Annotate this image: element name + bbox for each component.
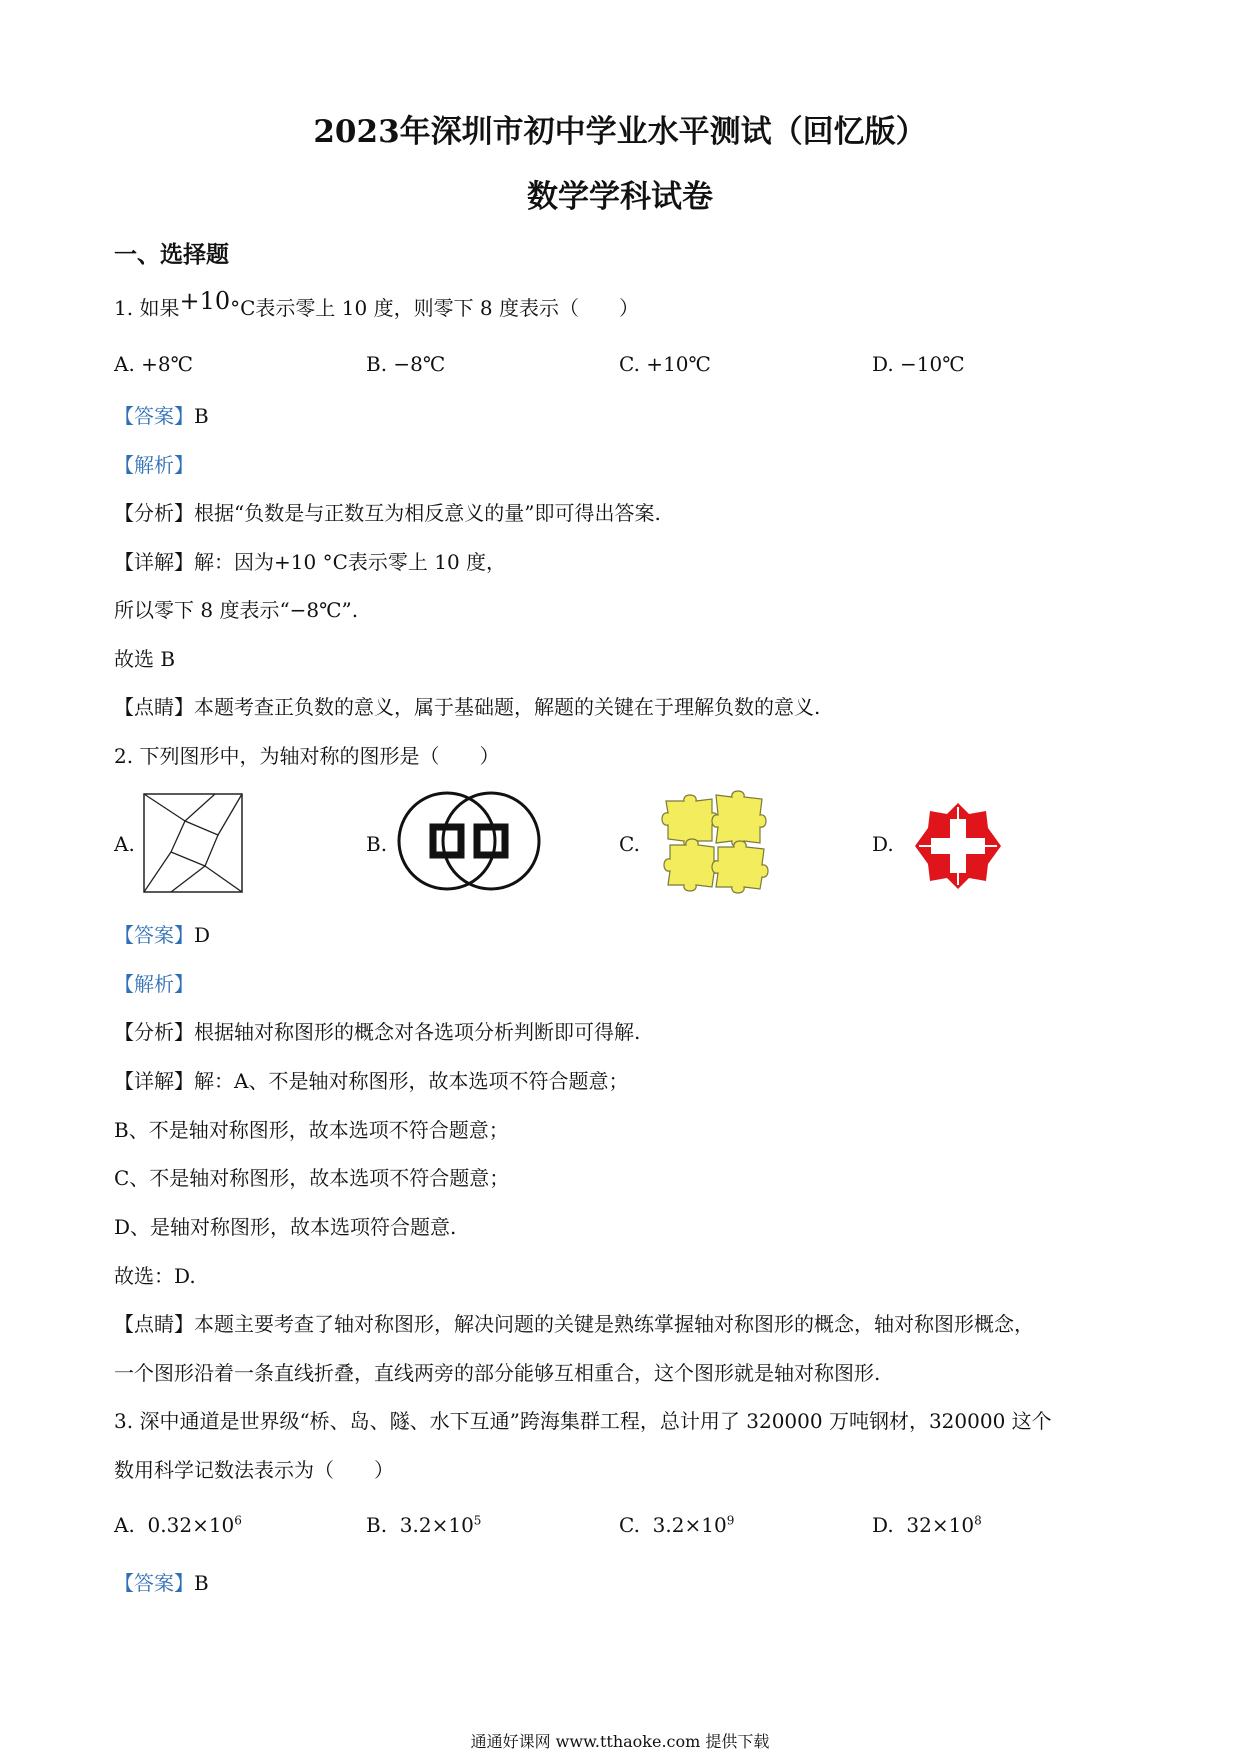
q3-option-b: B. $3.2\times 10^5$: [366, 1513, 482, 1537]
q2-line-d: D、是轴对称图形，故本选项符合题意.: [114, 1215, 457, 1239]
q1-stem: 1. 如果+10°C表示零上 10 度，则零下 8 度表示（ ）: [114, 287, 640, 320]
q2-label-c: C.: [619, 832, 640, 856]
q3-option-c: C. $3.2\times 10^9$: [619, 1513, 735, 1537]
q3-option-a: A. $0.32\times 10^6$: [114, 1513, 242, 1537]
page-subtitle: 数学学科试卷: [527, 179, 713, 215]
q1-fenxi: 【分析】根据“负数是与正数互为相反意义的量”即可得出答案.: [114, 501, 661, 525]
square-pinwheel-figure: [143, 793, 243, 893]
q2-dianjing-1: 【点睛】本题主要考查了轴对称图形，解决问题的关键是熟练掌握轴对称图形的概念，轴对称图形概念，: [114, 1312, 1034, 1336]
q2-label-a: A.: [114, 832, 135, 856]
red-cross-figure: [909, 797, 1007, 895]
two-coins-figure: [397, 789, 541, 893]
section-heading: 一、选择题: [114, 241, 229, 268]
q3-answer: 【答案】B: [114, 1571, 209, 1595]
q1-option-c: C. +10℃: [619, 352, 711, 376]
q2-analysis-tag: 【解析】: [114, 972, 194, 996]
page-footer: 通通好课网 www.tthaoke.com 提供下载: [470, 1732, 770, 1751]
q1-analysis-tag: 【解析】: [114, 453, 194, 477]
q2-xiangjie: 【详解】解：A、不是轴对称图形，故本选项不符合题意；: [114, 1069, 629, 1093]
q1-option-d: D. −10℃: [872, 352, 965, 376]
q2-conclusion: 故选：D.: [114, 1264, 196, 1288]
q3-option-d: D. $32\times 10^8$: [872, 1513, 982, 1537]
q2-line-b: B、不是轴对称图形，故本选项不符合题意；: [114, 1118, 509, 1142]
puzzle-pieces-figure: [660, 789, 772, 895]
q2-stem: 2. 下列图形中，为轴对称的图形是（ ）: [114, 744, 500, 768]
q1-dianjing: 【点睛】本题考查正负数的意义，属于基础题，解题的关键在于理解负数的意义.: [114, 695, 821, 719]
q1-option-b: B. −8℃: [366, 352, 446, 376]
q2-fenxi: 【分析】根据轴对称图形的概念对各选项分析判断即可得解.: [114, 1020, 641, 1044]
q1-xiangjie: 【详解】解：因为+10 °C表示零上 10 度，: [114, 550, 507, 574]
q1-conclusion: 故选 B: [114, 647, 176, 671]
q2-answer: 【答案】D: [114, 923, 211, 947]
q1-answer: 【答案】B: [114, 404, 209, 428]
q2-label-b: B.: [366, 832, 388, 856]
q1-option-a: A. +8℃: [114, 352, 194, 376]
q3-stem-1: 3. 深中通道是世界级“桥、岛、隧、水下互通”跨海集群工程，总计用了 320000 万吨钢材，320000 这个: [114, 1409, 1052, 1433]
q1-xiangjie-line2: 所以零下 8 度表示“−8℃”.: [114, 598, 359, 622]
q3-stem-2: 数用科学记数法表示为（ ）: [114, 1458, 394, 1482]
q2-label-d: D.: [872, 832, 894, 856]
q2-line-c: C、不是轴对称图形，故本选项不符合题意；: [114, 1166, 510, 1190]
page-title: 2023年深圳市初中学业水平测试（回忆版）: [313, 114, 927, 150]
q2-dianjing-2: 一个图形沿着一条直线折叠，直线两旁的部分能够互相重合，这个图形就是轴对称图形.: [114, 1361, 881, 1385]
